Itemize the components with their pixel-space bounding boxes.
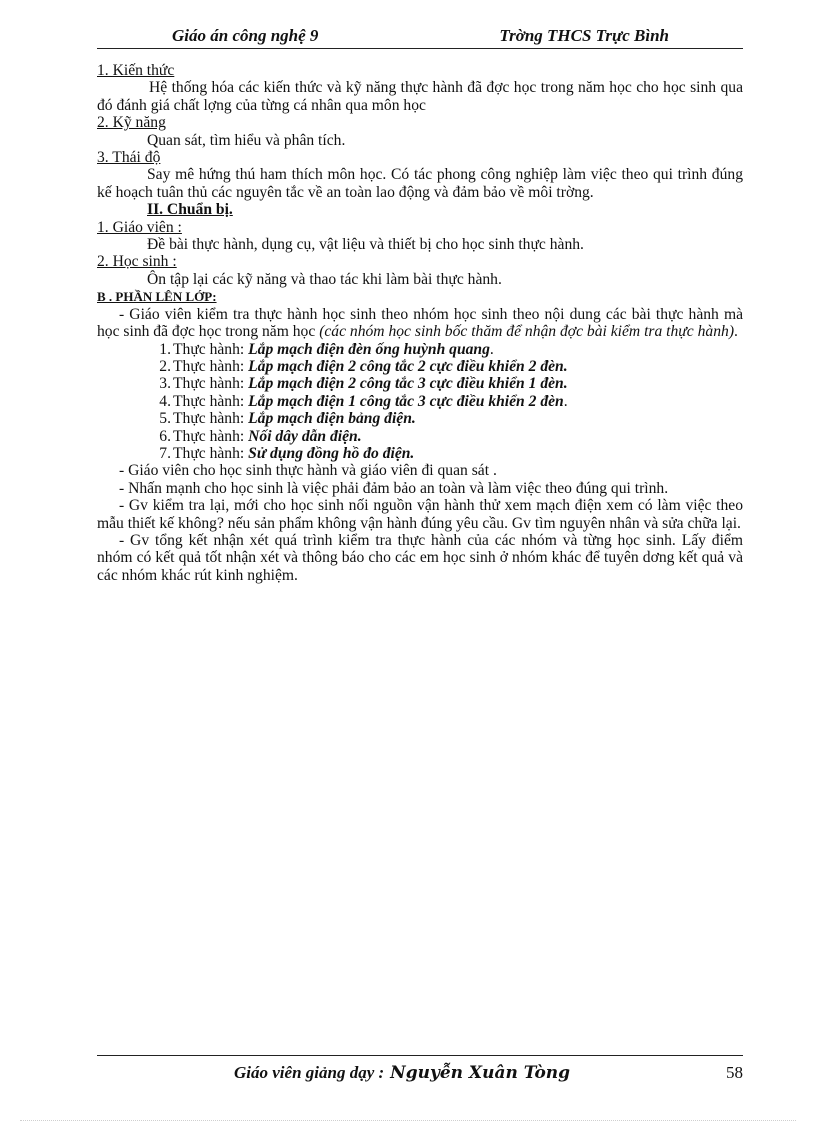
paragraph-thai-do: Say mê hứng thú ham thích môn học. Có tác phong công nghiệp làm việc theo qui trình đúng kế hoạch tuân thủ các nguyên tắc về an toàn lao động và đảm bảo về môi trờng. xyxy=(97,166,743,201)
task-prefix: Thực hành: xyxy=(173,375,249,393)
list-item xyxy=(97,358,743,375)
task-title: Lắp mạch điện bảng điện. xyxy=(248,410,416,428)
page-header xyxy=(97,26,743,49)
list-item xyxy=(97,445,743,462)
list-item xyxy=(97,375,743,392)
task-title: Sử dụng đồng hồ đo điện. xyxy=(248,444,415,462)
section-title-chuan-bi: II. Chuẩn bị. xyxy=(147,201,233,219)
task-title: Nối dây dẫn điện. xyxy=(248,427,362,445)
section-title-ky-nang: 2. Kỹ năng xyxy=(97,114,166,132)
list-item xyxy=(97,393,743,410)
paragraph-giao-vien: Đề bài thực hành, dụng cụ, vật liệu và thiết bị cho học sinh thực hành. xyxy=(147,236,584,254)
task-number: 2. xyxy=(159,357,171,375)
paragraph-hoc-sinh: Ôn tập lại các kỹ năng và thao tác khi làm bài thực hành. xyxy=(147,270,502,288)
page-footer xyxy=(97,1063,743,1087)
task-number: 1. xyxy=(159,340,171,358)
paragraph-kien-thuc: Hệ thống hóa các kiến thức và kỹ năng thực hành đã đợc học trong năm học cho học sinh qua đó đánh giá chất lợng của từng cá nhân qua môn học xyxy=(97,79,743,114)
footer-divider xyxy=(97,1055,743,1056)
section-title-kien-thuc: 1. Kiến thức xyxy=(97,62,175,79)
page-edge-divider xyxy=(20,1120,796,1121)
document-body xyxy=(97,62,743,584)
paragraph-intro xyxy=(97,306,743,341)
intro-end: . xyxy=(734,323,738,341)
list-item xyxy=(97,410,743,427)
task-prefix: Thực hành: xyxy=(173,444,249,462)
task-prefix: Thực hành: xyxy=(173,340,249,358)
teacher-name: Nguyễn Xuân Tòng xyxy=(390,1063,571,1083)
intro-note: (các nhóm học sinh bốc thăm để nhận đợc bài kiểm tra thực hành) xyxy=(319,323,735,341)
task-prefix: Thực hành: xyxy=(173,357,249,375)
section-title-hoc-sinh: 2. Học sinh : xyxy=(97,253,177,271)
section-title-giao-vien: 1. Giáo viên : xyxy=(97,218,182,236)
footer-teacher xyxy=(234,1063,570,1083)
paragraph-closing: - Gv kiểm tra lại, mới cho học sinh nối nguồn vận hành thử xem mạch điện xem có làm việc theo mẫu thiết kế không? nếu sản phẩm không vận hành đúng yêu cầu. Gv tìm nguyên nhân và sửa chữa lại. xyxy=(97,497,743,532)
task-end: . xyxy=(489,340,494,358)
paragraph-closing: - Giáo viên cho học sinh thực hành và giáo viên đi quan sát . xyxy=(119,462,497,480)
task-prefix: Thực hành: xyxy=(173,410,249,428)
task-title: Lắp mạch điện 1 công tắc 3 cực điều khiển 2 đèn xyxy=(248,392,564,410)
task-list xyxy=(97,341,743,463)
task-title: Lắp mạch điện đèn ống huỳnh quang xyxy=(248,340,490,358)
list-item xyxy=(97,428,743,445)
task-title: Lắp mạch điện 2 công tắc 3 cực điều khiển 1 đèn. xyxy=(248,375,568,393)
list-item xyxy=(97,341,743,358)
section-title-len-lop: B . PHẦN LÊN LỚP: xyxy=(97,289,217,305)
intro-text: - Giáo viên kiểm tra thực hành học sinh theo nhóm học sinh theo nội dung các bài thực hành mà học sinh đã đợc học trong năm học xyxy=(97,305,743,341)
task-number: 6. xyxy=(159,427,171,445)
section-title-thai-do: 3. Thái độ xyxy=(97,149,161,167)
task-number: 7. xyxy=(159,444,171,462)
paragraph-closing: - Nhấn mạnh cho học sinh là việc phải đảm bảo an toàn và làm việc theo đúng qui trình. xyxy=(119,479,669,497)
header-school: Trờng THCS Trực Bình xyxy=(499,26,669,45)
header-subject: Giáo án công nghệ 9 xyxy=(172,26,319,45)
task-prefix: Thực hành: xyxy=(173,427,249,445)
page-number: 58 xyxy=(726,1063,743,1082)
task-end: . xyxy=(563,392,568,410)
paragraph-ky-nang: Quan sát, tìm hiểu và phân tích. xyxy=(147,131,346,149)
task-prefix: Thực hành: xyxy=(173,392,249,410)
task-number: 5. xyxy=(159,410,171,428)
task-title: Lắp mạch điện 2 công tắc 2 cực điều khiển 2 đèn. xyxy=(248,357,568,375)
paragraph-closing: - Gv tổng kết nhận xét quá trình kiểm tra thực hành của các nhóm và từng học sinh. Lấy điểm nhóm có kết quả tốt nhận xét và thông báo cho các em học sinh ở nhóm khác để tuyên dơng kết quả và các nhóm khác rút kinh nghiệm. xyxy=(97,531,743,584)
teacher-label: Giáo viên giảng dạy : xyxy=(234,1063,385,1082)
task-number: 3. xyxy=(159,375,171,393)
task-number: 4. xyxy=(159,392,171,410)
